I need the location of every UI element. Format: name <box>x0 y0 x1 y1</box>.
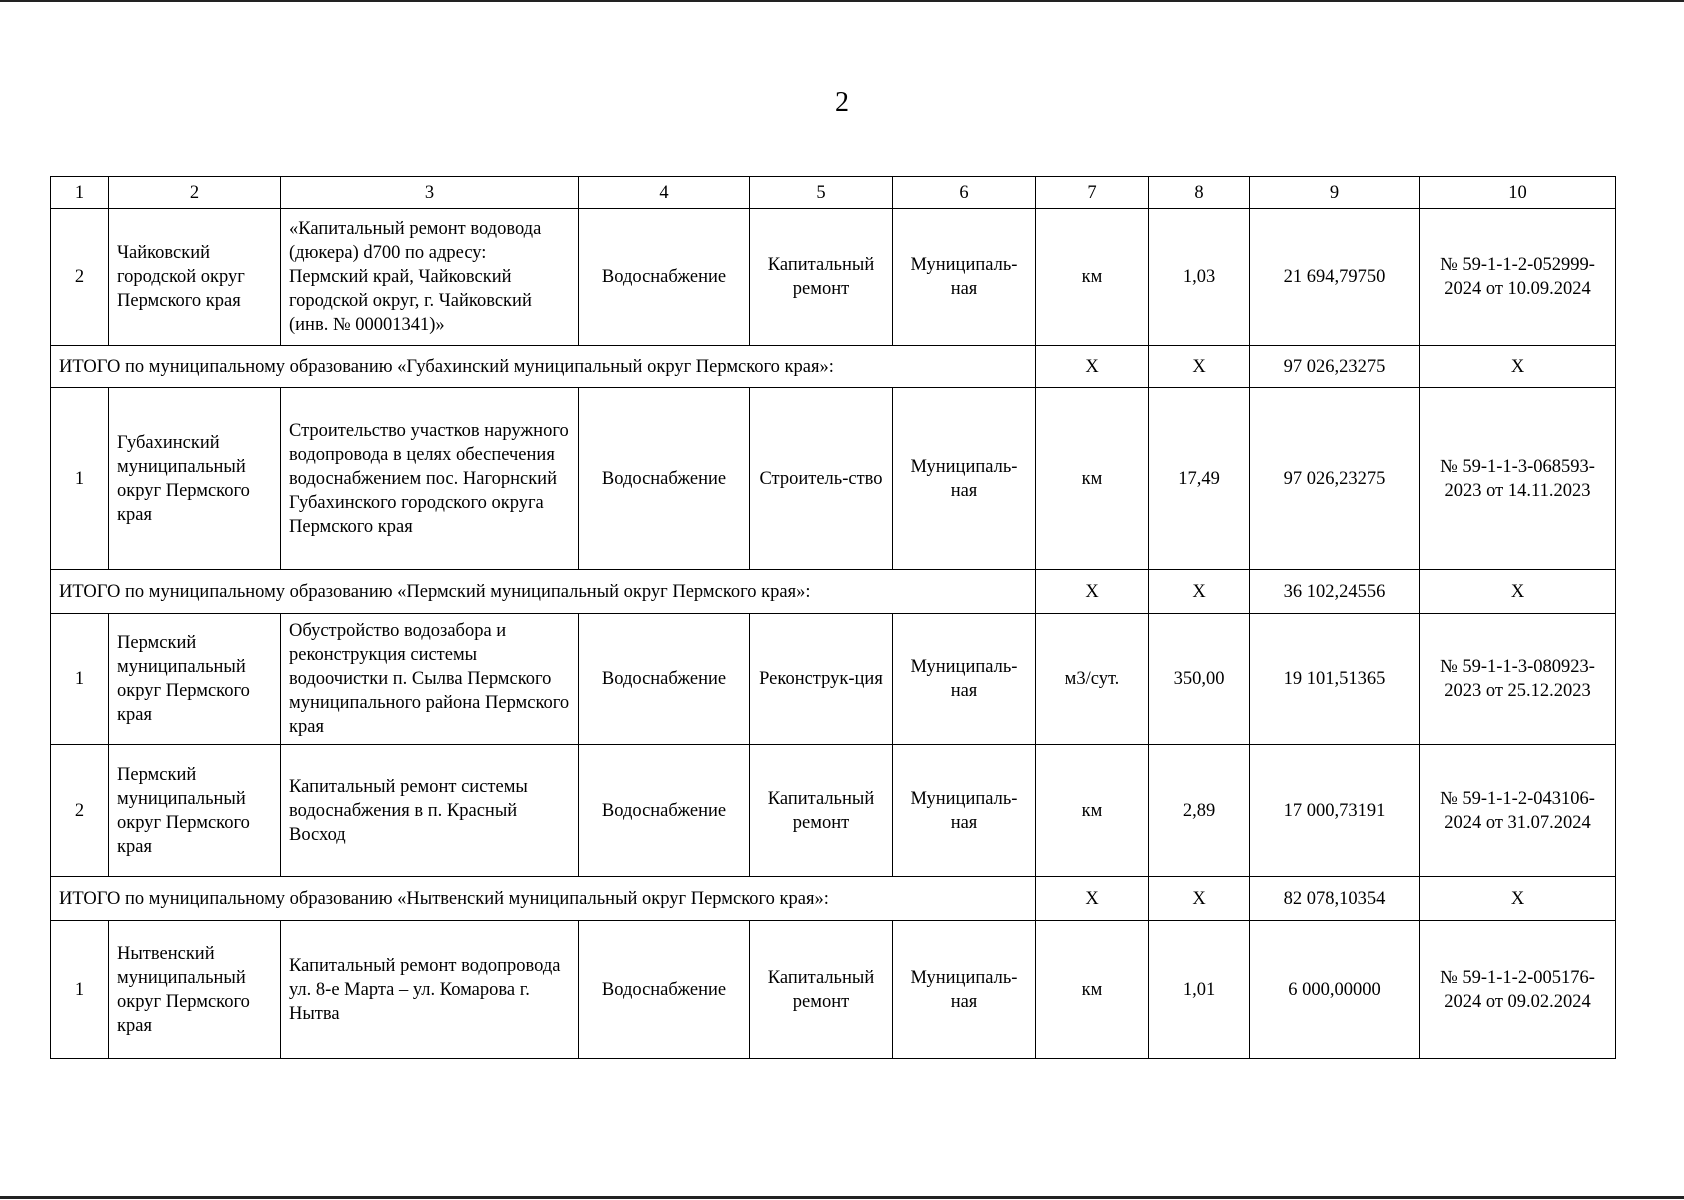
work-type-cell: Реконструк-ция <box>750 614 893 745</box>
work-type-cell: Капитальный ремонт <box>750 745 893 877</box>
expertise-cell: Х <box>1420 346 1616 388</box>
total-label: ИТОГО по муниципальному образованию «Пермский муниципальный округ Пермского края»: <box>51 570 1036 614</box>
unit-cell: км <box>1036 921 1149 1059</box>
capacity-cell: 350,00 <box>1149 614 1250 745</box>
municipality-cell: Губахинский муниципальный округ Пермского края <box>109 388 281 570</box>
column-number: 9 <box>1250 177 1420 209</box>
expertise-cell: № 59-1-1-2-043106-2024 от 31.07.2024 <box>1420 745 1616 877</box>
column-number: 7 <box>1036 177 1149 209</box>
work-type-cell: Строитель-ство <box>750 388 893 570</box>
unit-cell: км <box>1036 209 1149 346</box>
page-number: 2 <box>835 87 849 118</box>
table-row <box>51 921 1616 1059</box>
municipality-cell: Пермский муниципальный округ Пермского края <box>109 614 281 745</box>
sphere-cell: Водоснабжение <box>579 921 750 1059</box>
capacity-cell: 17,49 <box>1149 388 1250 570</box>
top-edge-rule <box>0 0 1684 2</box>
amount-cell: 21 694,79750 <box>1250 209 1420 346</box>
object-name-cell: Капитальный ремонт водопровода ул. 8-е Марта – ул. Комарова г. Нытва <box>281 921 579 1059</box>
municipality-cell: Пермский муниципальный округ Пермского края <box>109 745 281 877</box>
table-row <box>51 745 1616 877</box>
municipality-cell: Нытвенский муниципальный округ Пермского края <box>109 921 281 1059</box>
total-row <box>51 877 1616 921</box>
sphere-cell: Водоснабжение <box>579 388 750 570</box>
row-number: 2 <box>51 209 109 346</box>
expertise-cell: Х <box>1420 570 1616 614</box>
column-number: 3 <box>281 177 579 209</box>
column-number: 5 <box>750 177 893 209</box>
total-amount: 36 102,24556 <box>1250 570 1420 614</box>
object-name-cell: «Капитальный ремонт водовода (дюкера) d700 по адресу: Пермский край, Чайковский городской округ, г. Чайковский (инв. № 00001341)» <box>281 209 579 346</box>
table-row <box>51 209 1616 346</box>
municipality-cell: Чайковский городской округ Пермского края <box>109 209 281 346</box>
total-label: ИТОГО по муниципальному образованию «Губахинский муниципальный округ Пермского края»: <box>51 346 1036 388</box>
unit-cell: Х <box>1036 570 1149 614</box>
expertise-cell: № 59-1-1-2-052999-2024 от 10.09.2024 <box>1420 209 1616 346</box>
object-name-cell: Обустройство водозабора и реконструкция системы водоочистки п. Сылва Пермского муниципального района Пермского края <box>281 614 579 745</box>
unit-cell: км <box>1036 745 1149 877</box>
capacity-cell: 1,03 <box>1149 209 1250 346</box>
unit-cell: Х <box>1036 877 1149 921</box>
table-row <box>51 388 1616 570</box>
amount-cell: 97 026,23275 <box>1250 388 1420 570</box>
column-number-row <box>51 177 1616 209</box>
objects-table <box>50 176 1616 1059</box>
expertise-cell: № 59-1-1-3-068593-2023 от 14.11.2023 <box>1420 388 1616 570</box>
capacity-cell: 1,01 <box>1149 921 1250 1059</box>
total-amount: 97 026,23275 <box>1250 346 1420 388</box>
column-number: 10 <box>1420 177 1616 209</box>
row-number: 1 <box>51 614 109 745</box>
total-amount: 82 078,10354 <box>1250 877 1420 921</box>
unit-cell: Х <box>1036 346 1149 388</box>
amount-cell: 19 101,51365 <box>1250 614 1420 745</box>
column-number: 2 <box>109 177 281 209</box>
ownership-cell: Муниципаль-ная <box>893 388 1036 570</box>
expertise-cell: № 59-1-1-3-080923-2023 от 25.12.2023 <box>1420 614 1616 745</box>
object-name-cell: Капитальный ремонт системы водоснабжения в п. Красный Восход <box>281 745 579 877</box>
unit-cell: м3/сут. <box>1036 614 1149 745</box>
unit-cell: км <box>1036 388 1149 570</box>
bottom-edge-rule <box>0 1196 1684 1199</box>
amount-cell: 6 000,00000 <box>1250 921 1420 1059</box>
column-number: 8 <box>1149 177 1250 209</box>
total-row <box>51 346 1616 388</box>
column-number: 6 <box>893 177 1036 209</box>
ownership-cell: Муниципаль-ная <box>893 921 1036 1059</box>
column-number: 1 <box>51 177 109 209</box>
ownership-cell: Муниципаль-ная <box>893 745 1036 877</box>
work-type-cell: Капитальный ремонт <box>750 921 893 1059</box>
expertise-cell: № 59-1-1-2-005176-2024 от 09.02.2024 <box>1420 921 1616 1059</box>
work-type-cell: Капитальный ремонт <box>750 209 893 346</box>
capacity-cell: Х <box>1149 877 1250 921</box>
ownership-cell: Муниципаль-ная <box>893 209 1036 346</box>
total-row <box>51 570 1616 614</box>
capacity-cell: Х <box>1149 570 1250 614</box>
amount-cell: 17 000,73191 <box>1250 745 1420 877</box>
capacity-cell: 2,89 <box>1149 745 1250 877</box>
column-number: 4 <box>579 177 750 209</box>
sphere-cell: Водоснабжение <box>579 209 750 346</box>
total-label: ИТОГО по муниципальному образованию «Нытвенский муниципальный округ Пермского края»: <box>51 877 1036 921</box>
object-name-cell: Строительство участков наружного водопровода в целях обеспечения водоснабжением пос. Нагорнский Губахинского городского округа Пермского края <box>281 388 579 570</box>
ownership-cell: Муниципаль-ная <box>893 614 1036 745</box>
row-number: 2 <box>51 745 109 877</box>
sphere-cell: Водоснабжение <box>579 614 750 745</box>
expertise-cell: Х <box>1420 877 1616 921</box>
row-number: 1 <box>51 388 109 570</box>
sphere-cell: Водоснабжение <box>579 745 750 877</box>
row-number: 1 <box>51 921 109 1059</box>
table-row <box>51 614 1616 745</box>
capacity-cell: Х <box>1149 346 1250 388</box>
